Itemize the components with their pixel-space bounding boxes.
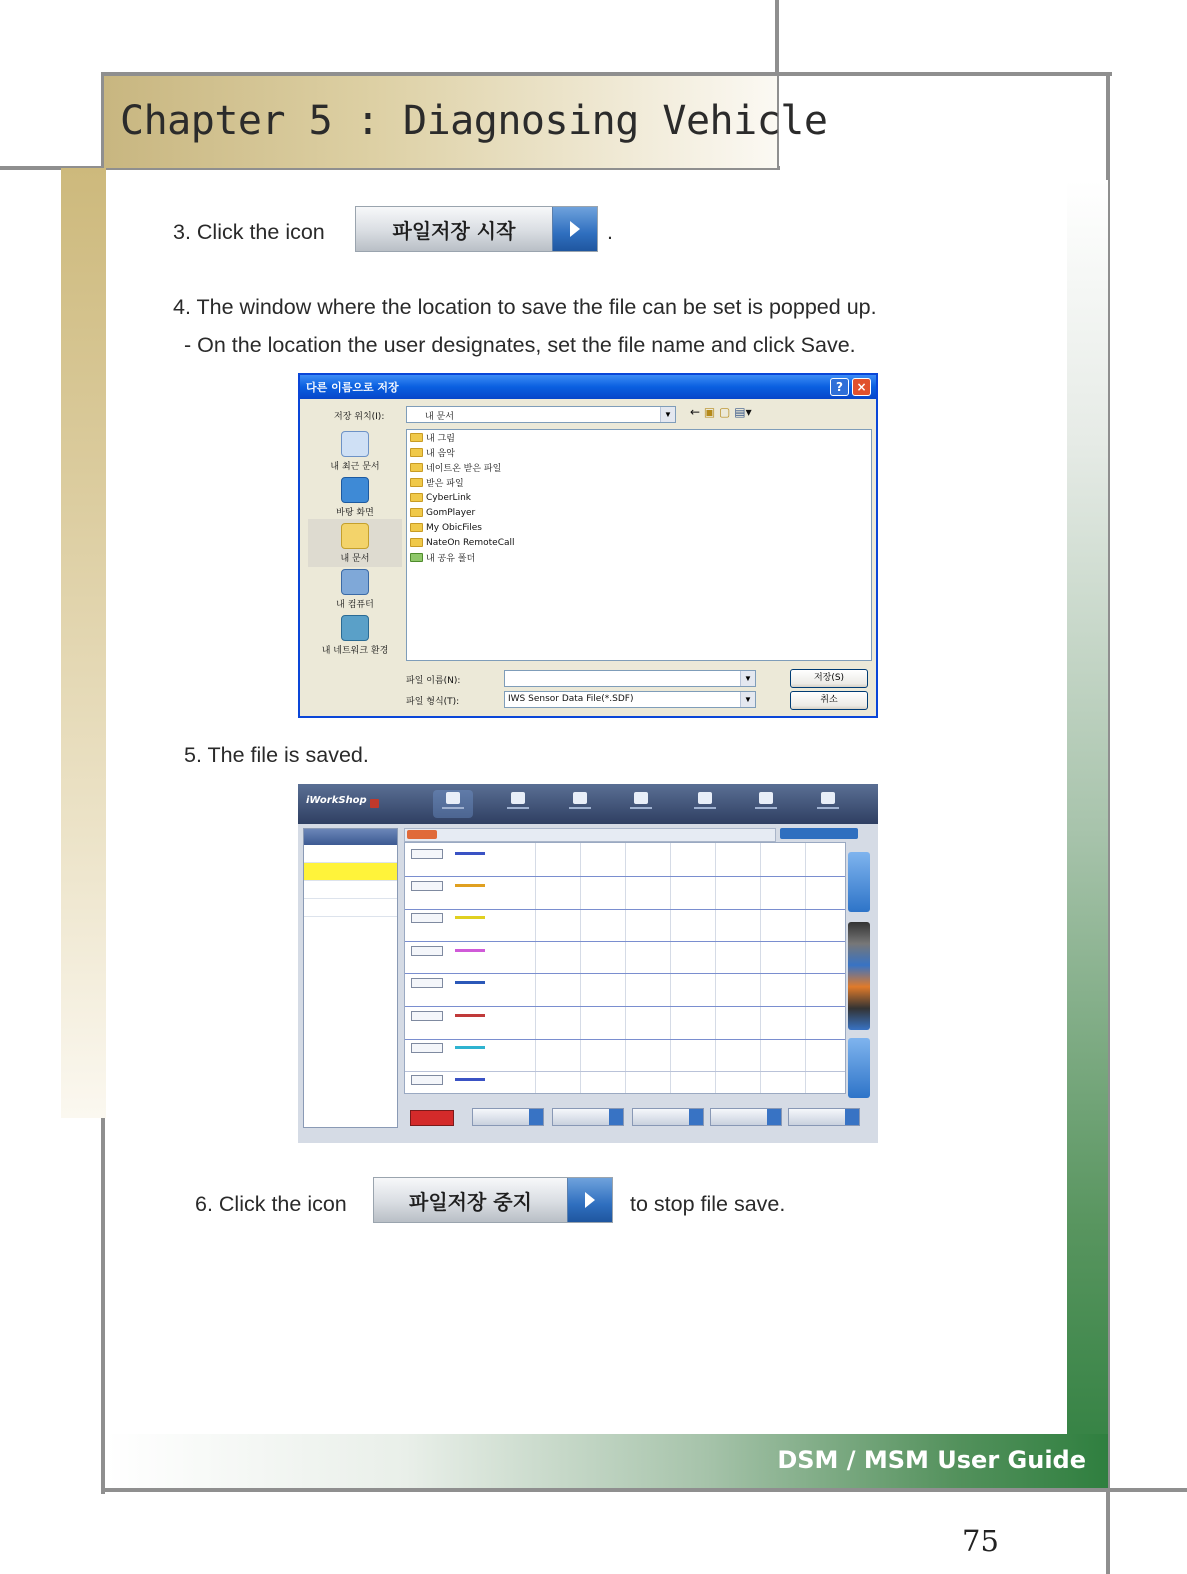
step5-text: 5. The file is saved. [184, 743, 369, 767]
toolbar-tool [560, 790, 600, 818]
scroll-down-icon [848, 1038, 870, 1098]
start-file-save-label: 파일저장 시작 [392, 218, 516, 243]
shared-folder-icon [410, 553, 423, 562]
place-network [308, 615, 402, 656]
step3-period: . [607, 220, 613, 244]
dialog-title-bar [300, 375, 876, 399]
page-number: 75 [962, 1524, 999, 1558]
step4-line1: 4. The window where the location to save the file can be set is popped up. [173, 295, 877, 319]
help-icon: ? [830, 378, 849, 396]
desktop-icon [341, 477, 369, 503]
app-screenshot [298, 784, 878, 1143]
filetype-value: IWS Sensor Data File(*.SDF) [508, 694, 634, 704]
toolbar-tool [808, 790, 848, 818]
list-item: NateOn RemoteCall [407, 535, 871, 550]
chevron-down-icon: ▼ [740, 671, 755, 686]
chevron-down-icon: ▼ [740, 692, 755, 707]
right-gradient-band [1067, 180, 1108, 1488]
folder-icon [410, 538, 423, 547]
filetype-select [504, 691, 756, 708]
place-my-documents [308, 519, 402, 567]
places-bar [308, 427, 402, 655]
save-as-dialog [298, 373, 878, 718]
step3-text: 3. Click the icon [173, 220, 325, 244]
side-menu-header [304, 829, 397, 845]
file-list [406, 429, 872, 661]
step6-suffix: to stop file save. [630, 1192, 786, 1216]
scroll-up-icon [848, 852, 870, 912]
list-item: 내 음악 [407, 445, 871, 460]
side-menu-item [304, 899, 397, 917]
frame-bottom-line [101, 1488, 1187, 1492]
play-arrow-icon [567, 1178, 612, 1222]
close-icon: × [852, 378, 871, 396]
list-item: CyberLink [407, 490, 871, 505]
place-label: 바탕 화면 [336, 508, 374, 518]
list-item: My ObicFiles [407, 520, 871, 535]
place-my-computer [308, 569, 402, 610]
filename-label: 파일 이름(N): [406, 676, 461, 686]
list-item: 네이트온 받은 파일 [407, 460, 871, 475]
side-menu-item [304, 845, 397, 863]
list-item: 내 공유 폴더 [407, 550, 871, 565]
bottom-button [552, 1108, 624, 1126]
chevron-down-icon: ▼ [660, 407, 675, 422]
dialog-title: 다른 이름으로 저장 [306, 381, 399, 394]
save-button: 저장(S) [790, 669, 868, 688]
filename-input [504, 670, 756, 687]
folder-icon [410, 463, 423, 472]
header-action-button [780, 828, 858, 839]
folder-icon [410, 448, 423, 457]
toolbar-tool [433, 790, 473, 818]
list-item: GomPlayer [407, 505, 871, 520]
toolbar-tool [621, 790, 661, 818]
my-computer-icon [341, 569, 369, 595]
recent-documents-icon [341, 431, 369, 457]
step6-text: 6. Click the icon [195, 1192, 347, 1216]
place-label: 내 문서 [340, 554, 370, 564]
stop-file-save-button [373, 1177, 613, 1223]
tab-strip [404, 828, 776, 842]
side-menu [303, 828, 398, 1128]
tab-active [407, 830, 437, 839]
place-recent [308, 431, 402, 472]
toolbar-tool [746, 790, 786, 818]
save-in-value: 내 문서 [425, 412, 454, 422]
save-in-label: 저장 위치(I): [334, 412, 385, 422]
place-desktop [308, 477, 402, 518]
place-label: 내 네트워크 환경 [321, 646, 389, 656]
left-gradient-band [61, 168, 106, 1118]
sensor-graph-grid [404, 842, 846, 1094]
folder-icon [410, 508, 423, 517]
toolbar-tool [498, 790, 538, 818]
status-indicator [410, 1110, 454, 1126]
chapter-title: Chapter 5 : Diagnosing Vehicle [120, 98, 828, 144]
filetype-label: 파일 형식(T): [406, 697, 460, 707]
record-icon [370, 799, 379, 808]
list-item: 내 그림 [407, 430, 871, 445]
bottom-button [632, 1108, 704, 1126]
app-logo: iWorkShop [306, 795, 367, 806]
bottom-button [788, 1108, 860, 1126]
folder-icon [410, 478, 423, 487]
toolbar-tool [685, 790, 725, 818]
my-documents-icon [341, 523, 369, 549]
side-controls [848, 922, 870, 1030]
place-label: 내 최근 문서 [330, 462, 380, 472]
side-menu-item [304, 881, 397, 899]
place-label: 내 컴퓨터 [336, 600, 374, 610]
play-arrow-icon [552, 207, 597, 251]
list-item: 받은 파일 [407, 475, 871, 490]
step4-line2: - On the location the user designates, set the file name and click Save. [184, 333, 856, 357]
network-icon [341, 615, 369, 641]
bottom-button [472, 1108, 544, 1126]
stop-file-save-label: 파일저장 중지 [409, 1189, 532, 1214]
user-guide-label: DSM / MSM User Guide [777, 1446, 1086, 1474]
folder-icon [410, 433, 423, 442]
toolbar-icons: ← ▣ ▢ ▤▾ [690, 405, 752, 419]
folder-icon [410, 523, 423, 532]
bottom-button [710, 1108, 782, 1126]
app-toolbar [298, 784, 878, 824]
start-file-save-button [355, 206, 598, 252]
cancel-button: 취소 [790, 691, 868, 710]
save-in-combo [406, 406, 676, 423]
folder-icon [410, 493, 423, 502]
side-menu-item-selected [304, 863, 397, 881]
